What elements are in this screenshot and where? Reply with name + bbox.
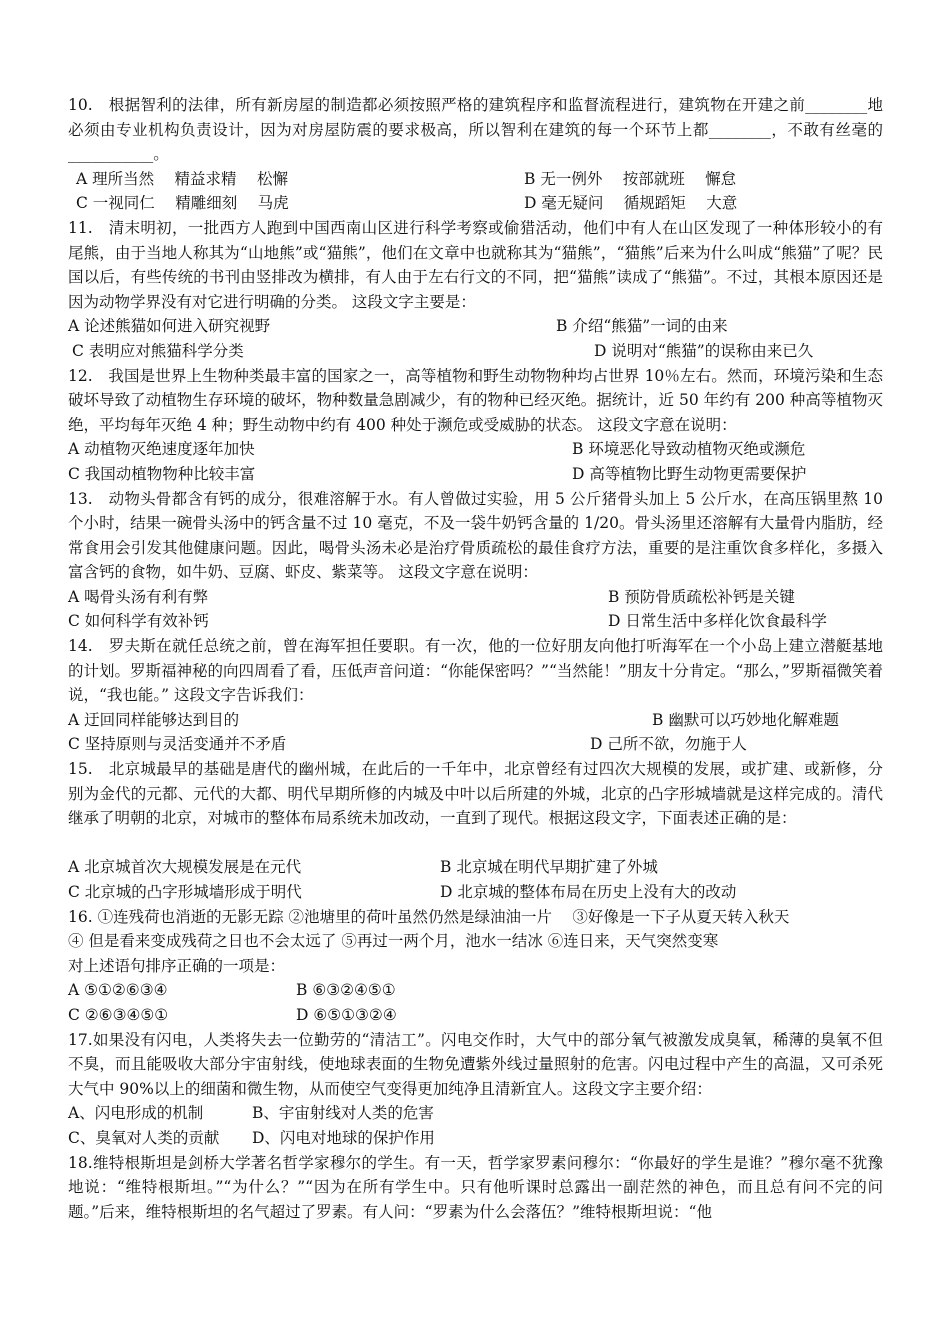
option-c: C ②⑥③④⑤①: [68, 1005, 169, 1024]
option-a: A 迂回同样能够达到目的: [68, 710, 240, 729]
question-stem: 14. 罗夫斯在就任总统之前，曾在海军担任要职。有一次，他的一位好朋友向他打听海军在一个小岛上建立潜艇基地的计划。罗斯福神秘的向四周看了看，压低声音问道：“你能保密吗？”“当然能！”朋友十分肯定。“那么，”罗斯福微笑着说，“我也能。” 这段文字告诉我们：: [68, 637, 883, 705]
option-d: D 高等植物比野生动物更需要保护: [572, 464, 807, 483]
option-c: C 一视同仁 精雕细刻 马虎: [76, 194, 289, 213]
option-d: D ⑥⑤①③②④: [296, 1005, 397, 1024]
option-d: D 北京城的整体布局在历史上没有大的改动: [440, 883, 737, 901]
option-d: D 说明对“熊猫”的误称由来已久: [594, 341, 814, 360]
option-c: C 表明应对熊猫科学分类: [72, 341, 244, 360]
option-b: B 介绍“熊猫”一词的由来: [556, 317, 728, 336]
question-14: [68, 634, 883, 757]
option-b: B 幽默可以巧妙地化解难题: [652, 710, 839, 729]
question-stem: 10. 根据智利的法律，所有新房屋的制造都必须按照严格的建筑程序和监督流程进行，建筑物在开建之前________地必须由专业机构负责设计，因为对房屋防震的要求极高，所以智利在建筑的每一个环节上都________，不敢有丝毫的___________。: [68, 96, 883, 164]
option-b: B 预防骨质疏松补钙是关键: [608, 587, 795, 606]
option-c: C 我国动植物物种比较丰富: [68, 464, 256, 483]
option-b: B 环境恶化导致动植物灭绝或濒危: [572, 440, 806, 459]
question-18: [68, 1151, 883, 1225]
question-13: [68, 487, 883, 635]
question-stem-line: 对上述语句排序正确的一项是：: [68, 956, 286, 975]
option-a: A 北京城首次大规模发展是在元代: [68, 858, 302, 877]
question-15: [68, 757, 883, 905]
question-stem: 18.维特根斯坦是剑桥大学著名哲学家穆尔的学生。有一天，哲学家罗素问穆尔：“你最好的学生是谁？”穆尔毫不犹豫地说：“维特根斯坦。”“为什么？”“因为在所有学生中。只有他听课时总露出一副茫然的神色，而且总有问不完的问题。”后来，维特根斯坦的名气超过了罗素。有人问：“罗素为什么会落伍？”维特根斯坦说：“他: [68, 1153, 883, 1221]
question-stem-line: 16. ①连残荷也消逝的无影无踪 ②池塘里的荷叶虽然仍然是绿油油一片 ③好像是一下子从夏天转入秋天: [68, 907, 790, 926]
question-16: [68, 905, 883, 1028]
option-c: C 如何科学有效补钙: [68, 612, 209, 631]
blank-line: [68, 831, 883, 856]
question-stem: 12. 我国是世界上生物种类最丰富的国家之一，高等植物和野生动物物种均占世界 10％左右。然而，环境污染和生态破坏导致了动植物生存环境的破坏，物种数量急剧减少，有的物种已经灭绝。据统计，近 50 年约有 200 种高等植物灭绝，平均每年灭绝 4 种；野生动物中约有 400 种处于濒危或受威胁的状态。 这段文字意在说明：: [68, 366, 883, 434]
document-page: [68, 93, 883, 1224]
question-11: [68, 216, 883, 364]
option-b: B 北京城在明代早期扩建了外城: [440, 858, 658, 877]
option-c: C 坚持原则与灵活变通并不矛盾: [68, 735, 287, 754]
option-a: A 论述熊猫如何进入研究视野: [68, 317, 271, 336]
question-12: [68, 364, 883, 487]
option-d: D 日常生活中多样化饮食最科学: [608, 612, 827, 631]
question-stem: 13. 动物头骨都含有钙的成分，很难溶解于水。有人曾做过实验，用 5 公斤猪骨头加上 5 公斤水，在高压锅里熬 10 个小时，结果一碗骨头汤中的钙含量不过 10 毫克，不及一袋牛奶钙含量的 1/20。骨头汤里还溶解有大量骨内脂肪，经常食用会引发其他健康问题。因此，喝骨头汤未必是治疗骨质疏松的最佳食疗方法，重要的是注重饮食多样化，多摄入富含钙的食物，如牛奶、豆腐、虾皮、紫菜等。 这段文字意在说明：: [68, 489, 883, 582]
option-a: A ⑤①②⑥③④: [68, 981, 168, 1000]
option-a: A 喝骨头汤有利有弊: [68, 587, 209, 606]
option-c: C、臭氧对人类的贡献: [68, 1128, 220, 1147]
question-17: [68, 1028, 883, 1151]
option-a: A 动植物灭绝速度逐年加快: [68, 440, 255, 459]
question-stem: 17.如果没有闪电，人类将失去一位勤劳的“清洁工”。闪电交作时，大气中的部分氧气被激发成臭氧，稀薄的臭氧不但不臭，而且能吸收大部分宇宙射线，使地球表面的生物免遭紫外线过量照射的危害。闪电过程中产生的高温，又可杀死大气中 90%以上的细菌和微生物，从而使空气变得更加纯净且清新宜人。这段文字主要介绍：: [68, 1030, 883, 1098]
option-a: A、闪电形成的机制: [68, 1104, 204, 1123]
option-b: B ⑥③②④⑤①: [296, 981, 396, 1000]
option-c: C 北京城的凸字形城墙形成于明代: [68, 883, 302, 901]
option-b: B、宇宙射线对人类的危害: [252, 1104, 434, 1123]
question-10: [68, 93, 883, 216]
option-a: A 理所当然 精益求精 松懈: [76, 169, 288, 188]
question-stem: 15. 北京城最早的基础是唐代的幽州城，在此后的一千年中，北京曾经有过四次大规模的发展，或扩建、或新修，分别为金代的元都、元代的大都、明代早期所修的内城及中叶以后所建的外城，北京的凸字形城墙就是这样完成的。清代继承了明朝的北京，对城市的整体布局系统未加改动，一直到了现代。根据这段文字，下面表述正确的是：: [68, 760, 883, 828]
question-stem-line: ④ 但是看来变成残荷之日也不会太远了 ⑤再过一两个月，池水一结冰 ⑥连日来，天气突然变寒: [68, 932, 719, 951]
option-d: D 己所不欲，勿施于人: [590, 735, 747, 754]
question-stem: 11. 清末明初，一批西方人跑到中国西南山区进行科学考察或偷猎活动，他们中有人在山区发现了一种体形较小的有尾熊，由于当地人称其为“山地熊”或“猫熊”，他们在文章中也就称其为“猫熊”，“猫熊”后来为什么叫成“熊猫”了呢？民国以后，有些传统的书刊由竖排改为横排，有人由于左右行文的不同，把“猫熊”读成了“熊猫”。不过，其根本原因还是因为动物学界没有对它进行明确的分类。 这段文字主要是：: [68, 218, 883, 311]
option-d: D 毫无疑问 循规蹈矩 大意: [524, 194, 738, 213]
option-b: B 无一例外 按部就班 懈怠: [524, 169, 737, 188]
option-d: D、闪电对地球的保护作用: [252, 1128, 435, 1147]
